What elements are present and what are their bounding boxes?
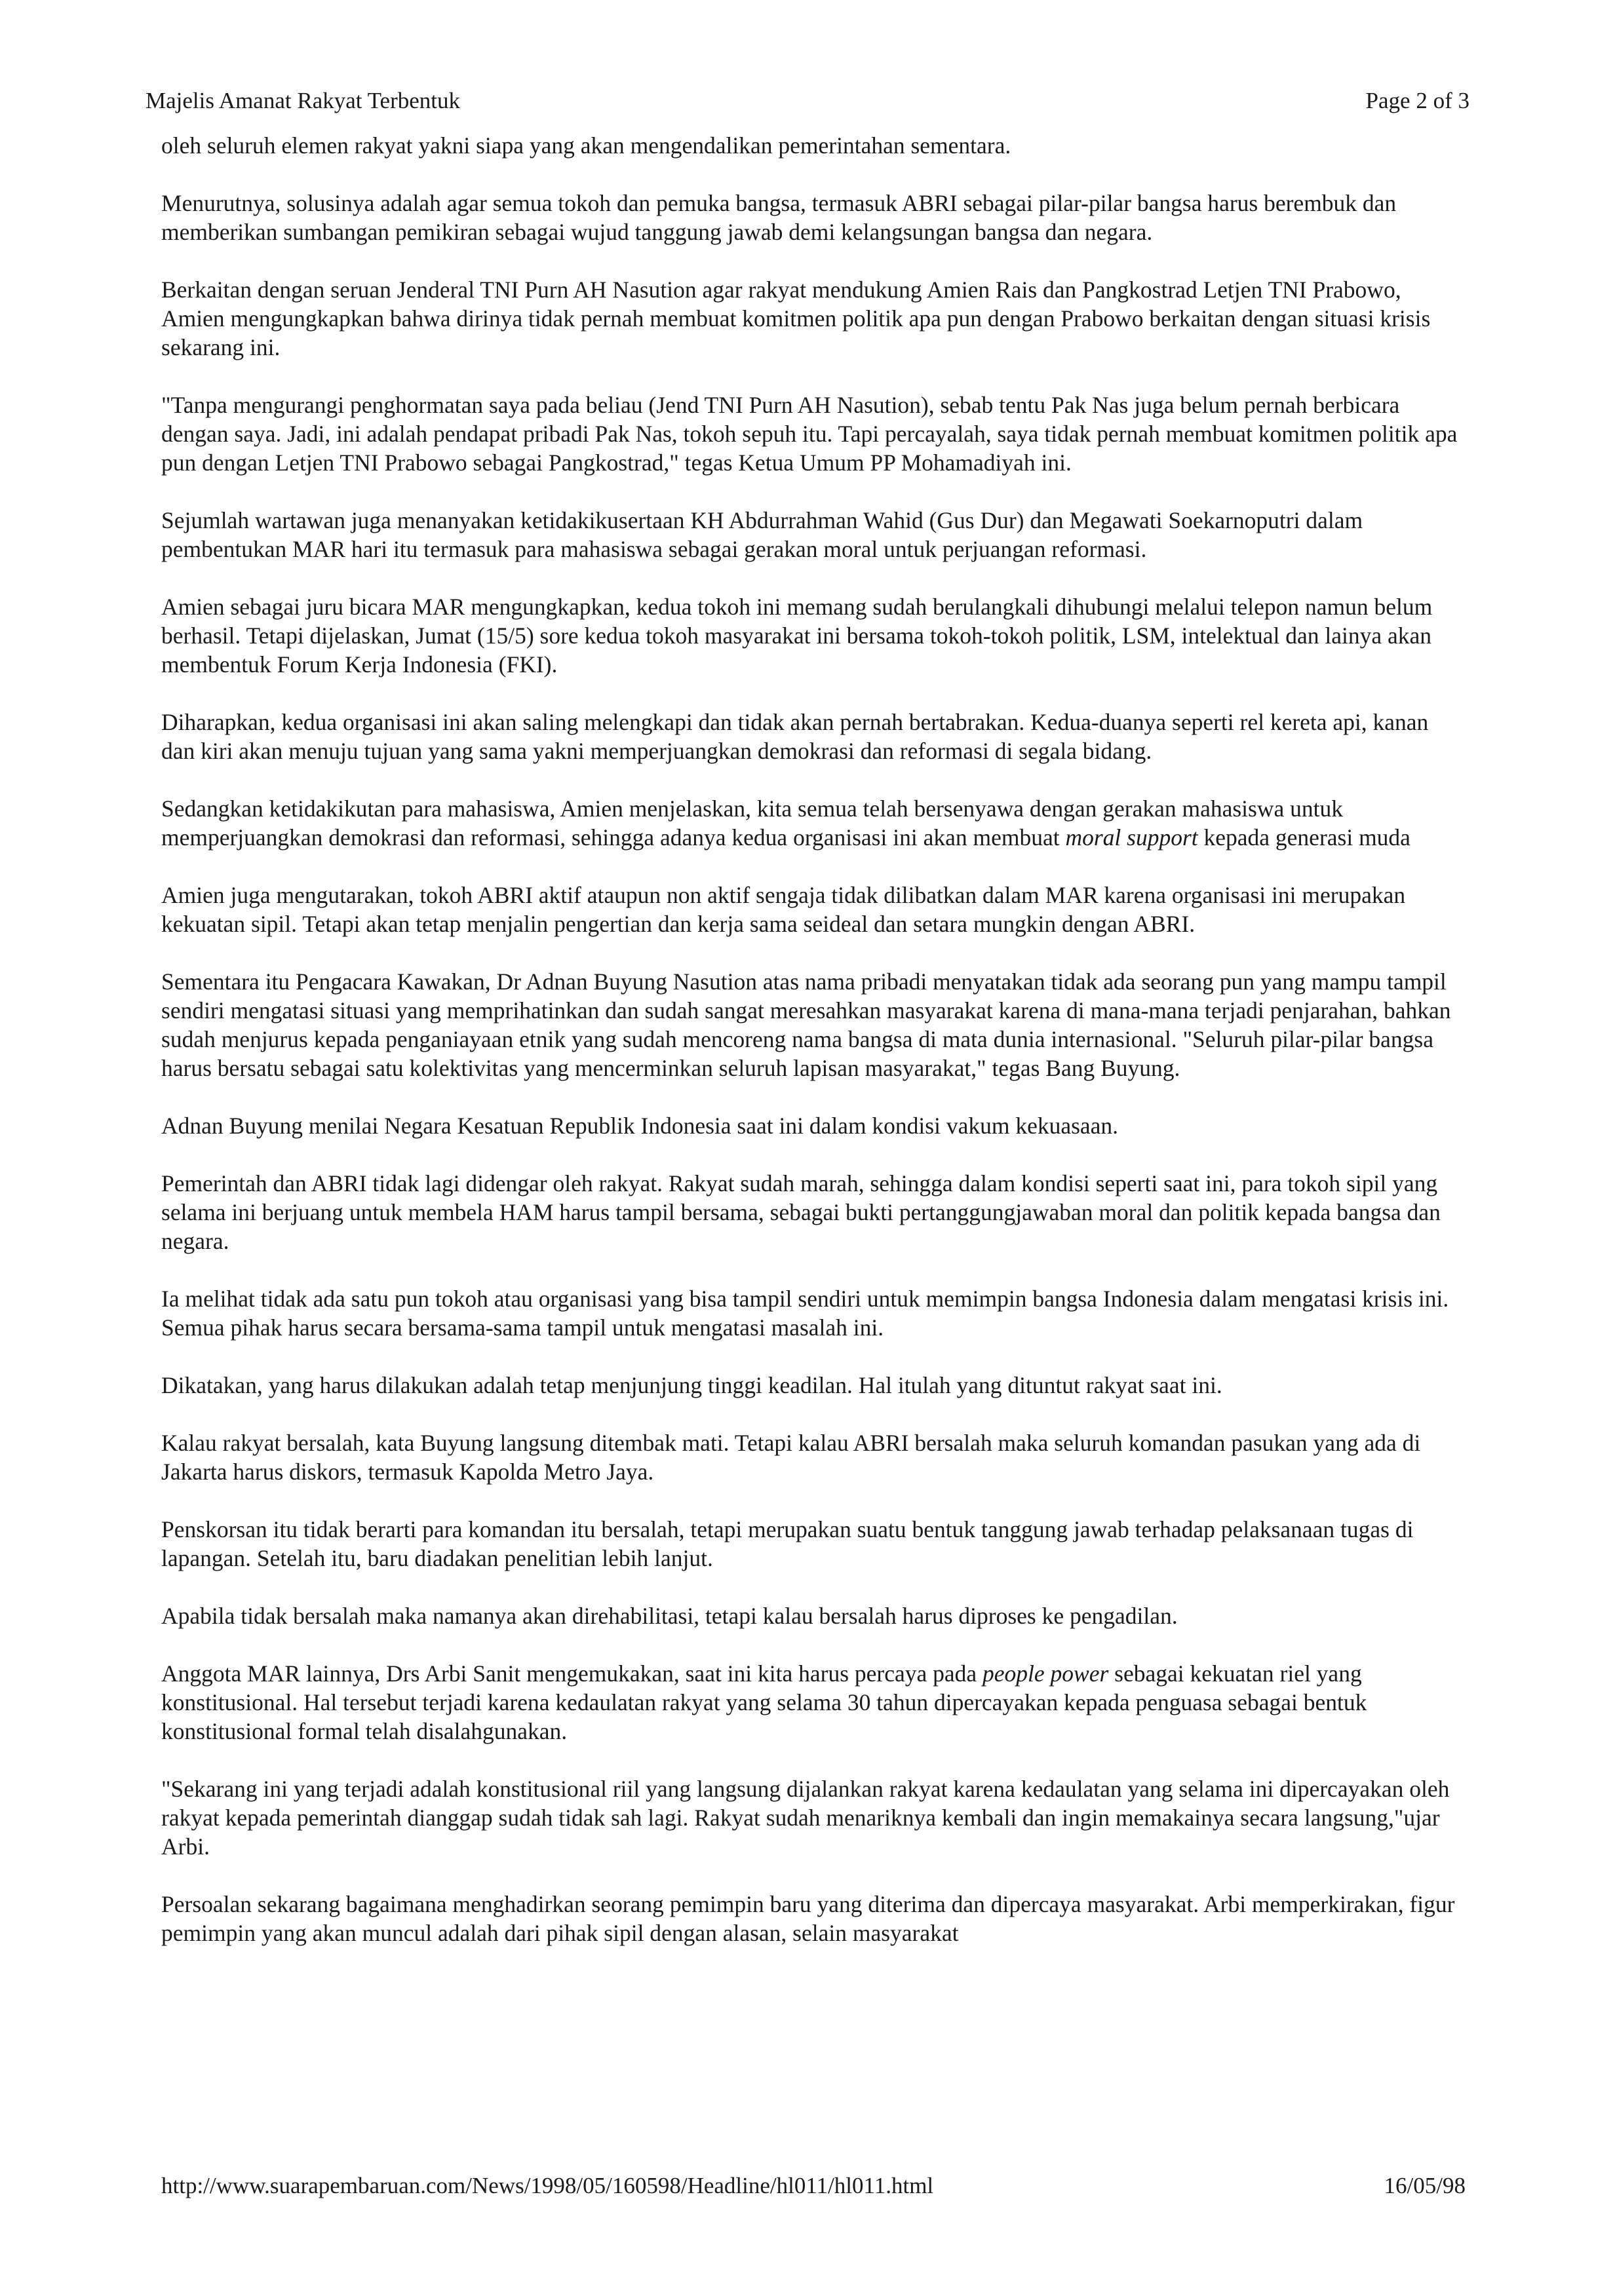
paragraph-text: Sedangkan ketidakikutan para mahasiswa, Amien menjelaskan, kita semua telah bersenyawa dengan gerakan mahasiswa untuk memperjuangkan demokrasi dan reformasi, sehingga adanya kedua organisasi ini akan membuat <box>161 795 1343 851</box>
paragraph-moral-support <box>161 794 1466 852</box>
paragraph: Penskorsan itu tidak berarti para komandan itu bersalah, tetapi merupakan suatu bentuk tanggung jawab terhadap pelaksanaan tugas di lapangan. Setelah itu, baru diadakan penelitian lebih lanjut. <box>161 1516 1414 1571</box>
paragraph: "Tanpa mengurangi penghormatan saya pada beliau (Jend TNI Purn AH Nasution), sebab tentu Pak Nas juga belum pernah berbicara dengan saya. Jadi, ini adalah pendapat pribadi Pak Nas, tokoh sepuh itu. Tapi percayalah, saya tidak pernah membuat komitmen politik apa pun dengan Letjen TNI Prabowo sebagai Pangkostrad," tegas Ketua Umum PP Mohamadiyah ini. <box>161 392 1458 476</box>
paragraph: Diharapkan, kedua organisasi ini akan saling melengkapi dan tidak akan pernah bertabrakan. Kedua-duanya seperti rel kereta api, kanan dan kiri akan menuju tujuan yang sama yakni memperjuangkan demokrasi dan reformasi di segala bidang. <box>161 709 1429 764</box>
paragraph-people-power <box>161 1659 1466 1746</box>
paragraph: Menurutnya, solusinya adalah agar semua tokoh dan pemuka bangsa, termasuk ABRI sebagai pilar-pilar bangsa harus berembuk dan memberikan sumbangan pemikiran sebagai wujud tanggung jawab demi kelangsungan bangsa dan negara. <box>161 190 1397 245</box>
paragraph: Adnan Buyung menilai Negara Kesatuan Republik Indonesia saat ini dalam kondisi vakum kekuasaan. <box>161 1113 1119 1139</box>
page-footer <box>161 2169 1466 2203</box>
page-header <box>146 84 1469 118</box>
italic-term: people power <box>983 1660 1109 1687</box>
document-title: Majelis Amanat Rakyat Terbentuk <box>146 88 460 113</box>
paragraph-text: sebagai kekuatan riel yang konstitusional. Hal tersebut terjadi karena kedaulatan rakyat yang selama 30 tahun dipercayakan kepada penguasa sebagai bentuk konstitusional formal telah disalahgunakan. <box>161 1660 1367 1744</box>
paragraph: Apabila tidak bersalah maka namanya akan direhabilitasi, tetapi kalau bersalah harus diproses ke pengadilan. <box>161 1603 1178 1629</box>
paragraph: Persoalan sekarang bagaimana menghadirkan seorang pemimpin baru yang diterima dan dipercaya masyarakat. Arbi memperkirakan, figur pemimpin yang akan muncul adalah dari pihak sipil dengan alasan, selain masyarakat <box>161 1891 1455 1946</box>
paragraph-text: Anggota MAR lainnya, Drs Arbi Sanit mengemukakan, saat ini kita harus percaya pada <box>161 1660 983 1687</box>
article-body <box>161 131 1466 1976</box>
paragraph: Kalau rakyat bersalah, kata Buyung langsung ditembak mati. Tetapi kalau ABRI bersalah maka seluruh komandan pasukan yang ada di Jakarta harus diskors, termasuk Kapolda Metro Jaya. <box>161 1430 1421 1485</box>
paragraph: Amien juga mengutarakan, tokoh ABRI aktif ataupun non aktif sengaja tidak dilibatkan dalam MAR karena organisasi ini merupakan kekuatan sipil. Tetapi akan tetap menjalin pengertian dan kerja sama seideal dan setara mungkin dengan ABRI. <box>161 882 1406 937</box>
print-date: 16/05/98 <box>1384 2173 1466 2198</box>
paragraph: Sementara itu Pengacara Kawakan, Dr Adnan Buyung Nasution atas nama pribadi menyatakan tidak ada seorang pun yang mampu tampil sendiri mengatasi situasi yang memprihatinkan dan sudah sangat meresahkan masyarakat karena di mana-mana terjadi penjarahan, bahkan sudah menjurus kepada penganiayaan etnik yang sudah mencoreng nama bangsa di mata dunia internasional. "Seluruh pilar-pilar bangsa harus bersatu sebagai satu kolektivitas yang mencerminkan seluruh lapisan masyarakat," tegas Bang Buyung. <box>161 968 1451 1081</box>
paragraph: Berkaitan dengan seruan Jenderal TNI Purn AH Nasution agar rakyat mendukung Amien Rais dan Pangkostrad Letjen TNI Prabowo, Amien mengungkapkan bahwa dirinya tidak pernah membuat komitmen politik apa pun dengan Prabowo berkaitan dengan situasi krisis sekarang ini. <box>161 277 1431 360</box>
paragraph: Ia melihat tidak ada satu pun tokoh atau organisasi yang bisa tampil sendiri untuk memimpin bangsa Indonesia dalam mengatasi krisis ini. Semua pihak harus secara bersama-sama tampil untuk mengatasi masalah ini. <box>161 1286 1449 1341</box>
paragraph: Amien sebagai juru bicara MAR mengungkapkan, kedua tokoh ini memang sudah berulangkali dihubungi melalui telepon namun belum berhasil. Tetapi dijelaskan, Jumat (15/5) sore kedua tokoh masyarakat ini bersama tokoh-tokoh politik, LSM, intelektual dan lainya akan membentuk Forum Kerja Indonesia (FKI). <box>161 594 1433 678</box>
paragraph: "Sekarang ini yang terjadi adalah konstitusional riil yang langsung dijalankan rakyat karena kedaulatan yang selama ini dipercayakan oleh rakyat kepada pemerintah dianggap sudah tidak sah lagi. Rakyat sudah menariknya kembali dan ingin memakainya secara langsung,"ujar Arbi. <box>161 1776 1450 1860</box>
italic-term: moral support <box>1065 824 1198 851</box>
paragraph: Pemerintah dan ABRI tidak lagi didengar oleh rakyat. Rakyat sudah marah, sehingga dalam kondisi seperti saat ini, para tokoh sipil yang selama ini berjuang untuk membela HAM harus tampil bersama, sebagai bukti pertanggungjawaban moral dan politik kepada bangsa dan negara. <box>161 1170 1441 1254</box>
paragraph: Sejumlah wartawan juga menanyakan ketidakikusertaan KH Abdurrahman Wahid (Gus Dur) dan Megawati Soekarnoputri dalam pembentukan MAR hari itu termasuk para mahasiswa sebagai gerakan moral untuk perjuangan reformasi. <box>161 507 1363 562</box>
paragraph: Dikatakan, yang harus dilakukan adalah tetap menjunjung tinggi keadilan. Hal itulah yang dituntut rakyat saat ini. <box>161 1372 1222 1398</box>
paragraph-text: kepada generasi muda <box>1197 824 1411 851</box>
source-url: http://www.suarapembaruan.com/News/1998/05/160598/Headline/hl011/hl011.html <box>161 2173 934 2198</box>
page-number: Page 2 of 3 <box>1365 88 1469 113</box>
paragraph: oleh seluruh elemen rakyat yakni siapa yang akan mengendalikan pemerintahan sementara. <box>161 132 1011 159</box>
